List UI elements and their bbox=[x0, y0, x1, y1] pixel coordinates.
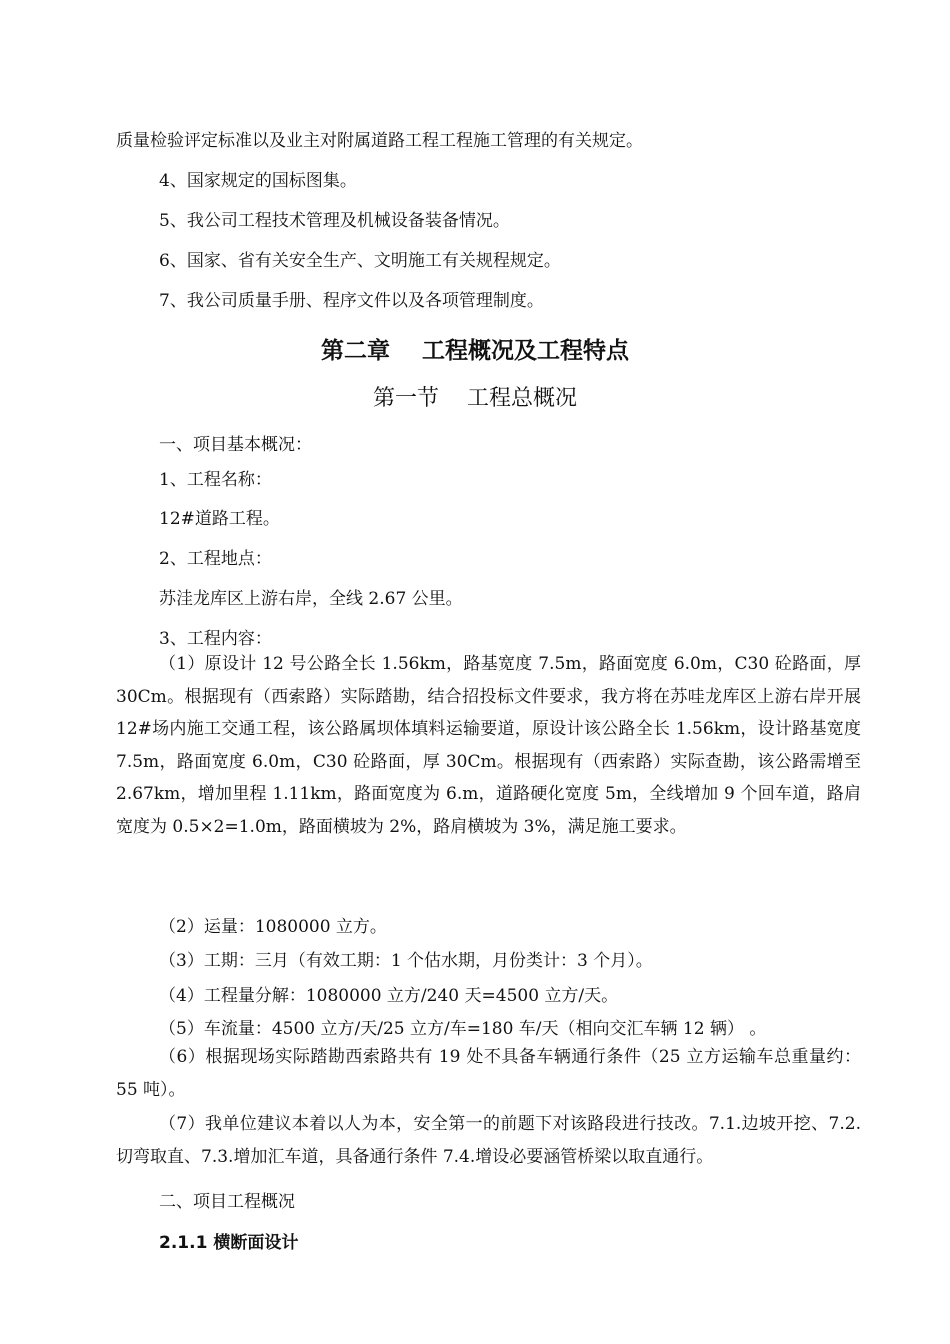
list-item: 6、国家、省有关安全生产、文明施工有关规程规定。 bbox=[159, 251, 561, 271]
subsection-title: 2.1.1 横断面设计 bbox=[159, 1233, 299, 1253]
list-item: （4）工程量分解：1080000 立方/240 天=4500 立方/天。 bbox=[159, 986, 619, 1006]
section-title: 第一节 工程总概况 bbox=[373, 386, 577, 411]
text-line: 质量检验评定标准以及业主对附属道路工程工程施工管理的有关规定。 bbox=[116, 131, 643, 151]
content-label: 3、工程内容： bbox=[159, 629, 272, 649]
list-item: （5）车流量：4500 立方/天/25 立方/车=180 车/天（相向交汇车辆 12 辆） 。 bbox=[159, 1019, 767, 1039]
name-label: 1、工程名称： bbox=[159, 470, 272, 490]
overview-heading: 一、项目基本概况： bbox=[159, 435, 312, 455]
name-value: 12#道路工程。 bbox=[159, 509, 280, 529]
location-value: 苏洼龙库区上游右岸，全线 2.67 公里。 bbox=[159, 589, 463, 609]
chapter-title: 第二章 工程概况及工程特点 bbox=[320, 338, 630, 364]
list-item: 5、我公司工程技术管理及机械设备装备情况。 bbox=[159, 211, 510, 231]
list-item: （3）工期：三月（有效工期：1 个估水期，月份类计：3 个月）。 bbox=[159, 951, 653, 971]
list-item: （6）根据现场实际踏勘西索路共有 19 处不具备车辆通行条件（25 立方运输车总重量约：55 吨）。 bbox=[116, 1047, 861, 1100]
list-item: （2）运量：1080000 立方。 bbox=[159, 917, 387, 937]
location-label: 2、工程地点： bbox=[159, 549, 272, 569]
list-item: （7）我单位建议本着以人为本，安全第一的前题下对该路段进行技改。7.1.边坡开挖、7.2.切弯取直、7.3.增加汇车道，具备通行条件 7.4.增设必要涵管桥梁以取直通行。 bbox=[116, 1114, 861, 1167]
content-paragraph: （1）原设计 12 号公路全长 1.56km，路基宽度 7.5m，路面宽度 6.0m，C30 砼路面，厚 30Cm。根据现有（西索路）实际踏勘，结合招投标文件要求，我方将在苏哇龙库区上游右岸开展 12#场内施工交通工程，该公路属坝体填料运输要道，原设计该公路全长 1.56km，设计路基宽度 7.5m，路面宽度 6.0m，C30 砼路面，厚 30Cm。根据现有（西索路）实际查勘，该公路需增至 2.67km，增加里程 1.11km，路面宽度为 6.m，道路硬化宽度 5m，全线增加 9 个回车道，路肩宽度为 0.5×2=1.0m，路面横坡为 2%，路肩横坡为 3%，满足施工要求。 bbox=[116, 654, 861, 837]
project-heading: 二、项目工程概况 bbox=[159, 1192, 295, 1212]
list-item: 4、国家规定的国标图集。 bbox=[159, 171, 357, 191]
list-item: 7、我公司质量手册、程序文件以及各项管理制度。 bbox=[159, 291, 544, 311]
